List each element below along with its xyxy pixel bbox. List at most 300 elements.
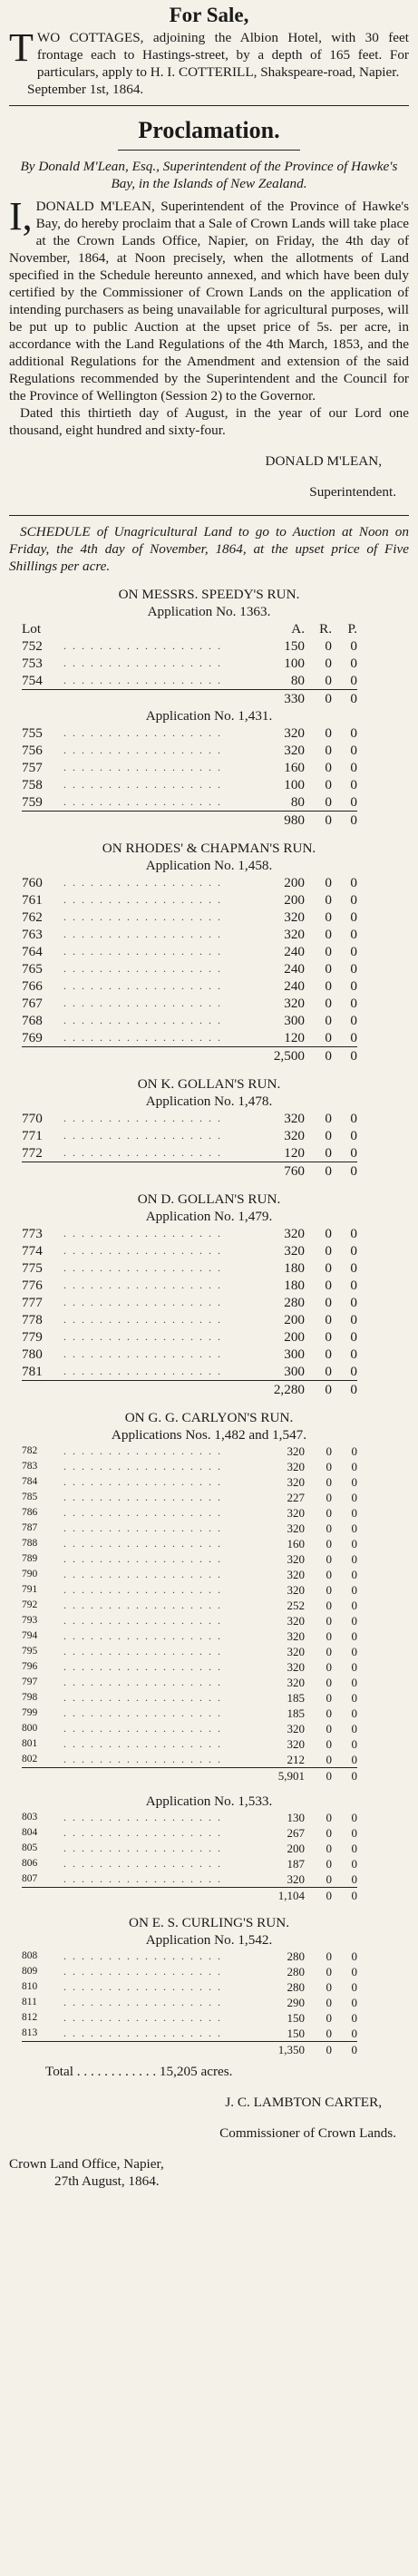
cell-lot: 813	[22, 2027, 38, 2038]
header-cell-a: A.	[291, 620, 305, 637]
cell-p: 0	[350, 742, 357, 758]
cell-lot: 786	[22, 1506, 38, 1518]
lots-table	[22, 620, 357, 707]
cell-a: 320	[287, 1444, 305, 1458]
cell-lot: 801	[22, 1737, 38, 1749]
cell-r: 0	[325, 1277, 332, 1293]
cell-r: 0	[326, 1659, 332, 1674]
table-row	[22, 1736, 357, 1752]
cell-a: 200	[284, 1328, 305, 1345]
cell-a: 80	[290, 793, 305, 810]
cell-a: 212	[287, 1752, 305, 1766]
table-row	[22, 1706, 357, 1721]
table-row	[22, 909, 357, 926]
cell-a: 200	[284, 891, 305, 908]
for-sale-title: For Sale,	[169, 4, 249, 26]
cell-lot: 782	[22, 1444, 38, 1456]
cell-lot: 806	[22, 1857, 38, 1869]
subtotal-row	[22, 1887, 357, 1903]
cell-p: 0	[350, 1277, 357, 1293]
commissioner-name: J. C. LAMBTON CARTER,	[225, 2094, 382, 2110]
cell-a: 320	[287, 1659, 305, 1674]
cell-lot: 781	[22, 1363, 43, 1379]
proclamation-byline: By Donald M'Lean, Esq., Superintendent of the Province of Hawke's Bay, in the Islands of New Zealand.	[20, 159, 398, 191]
subtotal-cell-p: 0	[332, 1380, 357, 1398]
cell-dots: . . . . . . . . . . . . . . . . . .	[63, 1459, 222, 1473]
cell-a: 280	[287, 1979, 305, 1994]
cell-p: 0	[351, 1825, 357, 1840]
table-row	[22, 977, 357, 995]
cell-a: 300	[284, 1346, 305, 1362]
cell-p: 0	[350, 943, 357, 959]
cell-a: 100	[284, 655, 305, 671]
cell-r: 0	[326, 1675, 332, 1689]
subtotal-cell-dots	[63, 1162, 261, 1180]
subtotal-cell-dots	[63, 689, 261, 707]
cell-dots: . . . . . . . . . . . . . . . . . .	[63, 1030, 222, 1044]
cell-p: 0	[351, 1856, 357, 1871]
cell-p: 0	[350, 1012, 357, 1028]
subtotal-cell-r: 0	[305, 811, 332, 829]
cell-p: 0	[351, 1505, 357, 1520]
table-row	[22, 1659, 357, 1675]
run-heading: ON D. GOLLAN'S RUN.	[137, 1191, 281, 1207]
table-row	[22, 1225, 357, 1242]
subtotal-cell-r: 0	[305, 1767, 332, 1784]
cell-lot: 802	[22, 1753, 38, 1764]
cell-r: 0	[326, 1810, 332, 1824]
cell-p: 0	[351, 1964, 357, 1978]
proclamation-signature: DONALD M'LEAN,	[265, 453, 382, 470]
cell-lot: 791	[22, 1583, 38, 1595]
subtotal-cell-a: 1,104	[261, 1887, 305, 1903]
cell-lot: 810	[22, 1980, 38, 1992]
cell-p: 0	[350, 637, 357, 654]
cell-p: 0	[351, 1871, 357, 1886]
table-row	[22, 1277, 357, 1294]
cell-p: 0	[351, 1644, 357, 1658]
cell-a: 320	[287, 1582, 305, 1597]
subtotal-row	[22, 1380, 357, 1398]
cell-r: 0	[326, 1752, 332, 1766]
subtotal-row	[22, 689, 357, 707]
table-row	[22, 1363, 357, 1381]
cell-lot: 778	[22, 1311, 43, 1327]
cell-dots: . . . . . . . . . . . . . . . . . .	[63, 1644, 222, 1657]
table-row	[22, 1294, 357, 1311]
subtotal-row	[22, 1767, 357, 1784]
cell-r: 0	[325, 909, 332, 925]
cell-p: 0	[351, 1490, 357, 1504]
lots-table	[22, 874, 357, 1064]
table-row	[22, 2010, 357, 2026]
cell-dots: . . . . . . . . . . . . . . . . . .	[63, 1312, 222, 1326]
table-row	[22, 1328, 357, 1346]
cell-lot: 780	[22, 1346, 43, 1362]
for-sale-body: TWO COTTAGES, adjoining the Albion Hotel, with 30 feet frontage each to Hastings-street, by a depth of 165 feet. For particulars, apply to H. I. COTTERILL, Shakspeare-road, Napier.	[9, 25, 409, 80]
cell-r: 0	[325, 1029, 332, 1045]
application-heading: Application No. 1363.	[147, 603, 271, 619]
cell-r: 0	[326, 1536, 332, 1550]
cell-dots: . . . . . . . . . . . . . . . . . .	[63, 1505, 222, 1519]
cell-r: 0	[326, 1995, 332, 2009]
cell-lot: 775	[22, 1259, 43, 1276]
table-row	[22, 1346, 357, 1363]
cell-lot: 763	[22, 926, 43, 942]
cell-lot: 766	[22, 977, 43, 994]
cell-p: 0	[351, 1841, 357, 1855]
cell-r: 0	[326, 1825, 332, 1840]
table-row	[22, 891, 357, 909]
cell-p: 0	[351, 1979, 357, 1994]
cell-p: 0	[350, 776, 357, 792]
cell-dots: . . . . . . . . . . . . . . . . . .	[63, 1675, 222, 1688]
cell-r: 0	[325, 637, 332, 654]
cell-r: 0	[325, 1110, 332, 1126]
cell-p: 0	[351, 1659, 357, 1674]
cell-dots: . . . . . . . . . . . . . . . . . .	[63, 961, 222, 975]
cell-dots: . . . . . . . . . . . . . . . . . .	[63, 944, 222, 957]
cell-r: 0	[326, 1613, 332, 1628]
cell-p: 0	[351, 1949, 357, 1963]
cell-a: 200	[287, 1841, 305, 1855]
cell-a: 320	[284, 1127, 305, 1143]
subtotal-cell-dots	[63, 1767, 261, 1784]
cell-dots: . . . . . . . . . . . . . . . . . .	[63, 978, 222, 992]
table-row	[22, 874, 357, 891]
cell-p: 0	[351, 1567, 357, 1581]
subtotal-cell-p: 0	[332, 1162, 357, 1180]
cell-dots: . . . . . . . . . . . . . . . . . .	[63, 1825, 222, 1839]
table-row	[22, 960, 357, 977]
schedule-intro: SCHEDULE of Unagricultural Land to go to Auction at Noon on Friday, the 4th day of November, 1864, at the upset price of Five Shillings per acre.	[9, 523, 409, 574]
lots-table	[22, 1810, 357, 1903]
cell-lot: 798	[22, 1691, 38, 1703]
cell-p: 0	[350, 1294, 357, 1310]
cell-r: 0	[326, 2010, 332, 2025]
subtotal-cell-a: 2,280	[261, 1380, 305, 1398]
cell-r: 0	[326, 1979, 332, 1994]
cell-lot: 762	[22, 909, 43, 925]
cell-lot: 760	[22, 874, 43, 890]
cell-p: 0	[351, 1474, 357, 1489]
cell-p: 0	[350, 977, 357, 994]
cell-lot: 796	[22, 1660, 38, 1672]
table-row	[22, 1598, 357, 1613]
subtotal-cell-dots	[63, 811, 261, 829]
table-row	[22, 1551, 357, 1567]
cell-dots: . . . . . . . . . . . . . . . . . .	[63, 1329, 222, 1343]
subtotal-cell-a: 330	[261, 689, 305, 707]
cell-dots: . . . . . . . . . . . . . . . . . .	[63, 1278, 222, 1291]
cell-a: 240	[284, 960, 305, 977]
table-row	[22, 1964, 357, 1979]
subtotal-cell-p: 0	[332, 1887, 357, 1903]
cell-p: 0	[351, 1521, 357, 1535]
cell-a: 280	[287, 1964, 305, 1978]
cell-r: 0	[325, 1127, 332, 1143]
cell-dots: . . . . . . . . . . . . . . . . . .	[63, 1871, 222, 1885]
cell-a: 280	[284, 1294, 305, 1310]
cell-dots: . . . . . . . . . . . . . . . . . .	[63, 1856, 222, 1870]
cell-lot: 768	[22, 1012, 43, 1028]
table-row	[22, 1536, 357, 1551]
cell-r: 0	[326, 1706, 332, 1720]
cell-p: 0	[350, 793, 357, 810]
cell-r: 0	[325, 891, 332, 908]
table-row	[22, 1505, 357, 1521]
cell-dots: . . . . . . . . . . . . . . . . . .	[63, 1690, 222, 1704]
cell-dots: . . . . . . . . . . . . . . . . . .	[63, 1613, 222, 1627]
table-row	[22, 1825, 357, 1841]
cell-r: 0	[325, 1311, 332, 1327]
cell-a: 227	[287, 1490, 305, 1504]
cell-a: 300	[284, 1012, 305, 1028]
cell-a: 320	[287, 1505, 305, 1520]
subtotal-cell-dots	[63, 1046, 261, 1064]
subtotal-cell-r: 0	[305, 1380, 332, 1398]
cell-p: 0	[351, 1706, 357, 1720]
cell-lot: 754	[22, 672, 43, 688]
cell-dots: . . . . . . . . . . . . . . . . . .	[63, 725, 222, 739]
cell-dots: . . . . . . . . . . . . . . . . . .	[63, 1551, 222, 1565]
cell-p: 0	[350, 995, 357, 1011]
cell-a: 100	[284, 776, 305, 792]
subtotal-cell-r: 0	[305, 1887, 332, 1903]
application-heading: Application No. 1,542.	[145, 1931, 273, 1948]
cell-p: 0	[350, 672, 357, 688]
lots-header-row	[22, 620, 357, 637]
cell-dots: . . . . . . . . . . . . . . . . . .	[63, 1346, 222, 1360]
cell-r: 0	[325, 1225, 332, 1241]
cell-a: 320	[287, 1521, 305, 1535]
table-row	[22, 1311, 357, 1328]
cell-dots: . . . . . . . . . . . . . . . . . .	[63, 656, 222, 669]
lots-table	[22, 1949, 357, 2057]
subtotal-row	[22, 811, 357, 829]
cell-lot: 795	[22, 1645, 38, 1657]
table-row	[22, 926, 357, 943]
cell-dots: . . . . . . . . . . . . . . . . . .	[63, 1536, 222, 1550]
run-heading: ON K. GOLLAN'S RUN.	[137, 1075, 281, 1092]
table-row	[22, 1127, 357, 1144]
cell-dots: . . . . . . . . . . . . . . . . . .	[63, 996, 222, 1009]
cell-dots: . . . . . . . . . . . . . . . . . .	[63, 1295, 222, 1308]
table-row	[22, 2026, 357, 2042]
run-heading: ON MESSRS. SPEEDY'S RUN.	[118, 586, 300, 602]
cell-a: 320	[287, 1736, 305, 1751]
subtotal-row	[22, 2041, 357, 2057]
header-cell-p: P.	[347, 620, 357, 637]
cell-p: 0	[351, 1995, 357, 2009]
cell-p: 0	[351, 1752, 357, 1766]
commissioner-title: Commissioner of Crown Lands.	[219, 2124, 396, 2141]
cell-p: 0	[350, 724, 357, 741]
cell-r: 0	[325, 943, 332, 959]
cell-p: 0	[350, 759, 357, 775]
cell-r: 0	[325, 1363, 332, 1379]
table-row	[22, 1856, 357, 1871]
cell-p: 0	[350, 655, 357, 671]
cell-a: 320	[284, 1242, 305, 1259]
cell-a: 320	[284, 926, 305, 942]
subtotal-cell-lot	[22, 1380, 63, 1398]
cell-dots: . . . . . . . . . . . . . . . . . .	[63, 794, 222, 808]
cell-a: 280	[287, 1949, 305, 1963]
cell-dots: . . . . . . . . . . . . . . . . . .	[63, 777, 222, 791]
cell-lot: 770	[22, 1110, 43, 1126]
subtotal-cell-p: 0	[332, 2041, 357, 2057]
cell-p: 0	[351, 1736, 357, 1751]
cell-lot: 807	[22, 1872, 38, 1884]
subtotal-row	[22, 1046, 357, 1064]
cell-a: 150	[287, 2010, 305, 2025]
cell-dots: . . . . . . . . . . . . . . . . . .	[63, 1841, 222, 1854]
cell-dots: . . . . . . . . . . . . . . . . . .	[63, 1949, 222, 1962]
newspaper-column	[9, 0, 409, 2190]
cell-lot: 772	[22, 1144, 43, 1161]
cell-dots: . . . . . . . . . . . . . . . . . .	[63, 1474, 222, 1488]
table-row	[22, 1490, 357, 1505]
for-sale-drop-cap: T	[9, 25, 34, 70]
cell-a: 320	[284, 1225, 305, 1241]
cell-p: 0	[351, 2010, 357, 2025]
cell-a: 320	[284, 909, 305, 925]
table-row	[22, 1949, 357, 1964]
grand-total: Total . . . . . . . . . . . . 15,205 acres.	[45, 2063, 233, 2079]
subtotal-cell-r: 0	[305, 2041, 332, 2057]
cell-a: 320	[287, 1459, 305, 1473]
cell-r: 0	[325, 1328, 332, 1345]
cell-p: 0	[350, 1311, 357, 1327]
cell-r: 0	[326, 1582, 332, 1597]
cell-lot: 794	[22, 1629, 38, 1641]
cell-r: 0	[326, 1598, 332, 1612]
cell-r: 0	[325, 926, 332, 942]
cell-p: 0	[350, 874, 357, 890]
cell-r: 0	[326, 1644, 332, 1658]
cell-r: 0	[325, 1012, 332, 1028]
table-row	[22, 1144, 357, 1162]
cell-p: 0	[350, 1363, 357, 1379]
cell-lot: 752	[22, 637, 43, 654]
cell-r: 0	[326, 1721, 332, 1735]
cell-r: 0	[325, 874, 332, 890]
cell-p: 0	[350, 1346, 357, 1362]
table-row	[22, 1521, 357, 1536]
subtotal-cell-p: 0	[332, 689, 357, 707]
cell-r: 0	[325, 977, 332, 994]
cell-p: 0	[351, 1613, 357, 1628]
cell-dots: . . . . . . . . . . . . . . . . . .	[63, 1444, 222, 1457]
cell-dots: . . . . . . . . . . . . . . . . . .	[63, 1736, 222, 1750]
cell-lot: 797	[22, 1676, 38, 1687]
cell-p: 0	[351, 1810, 357, 1824]
for-sale-date: September 1st, 1864.	[27, 82, 144, 97]
cell-a: 240	[284, 943, 305, 959]
cell-dots: . . . . . . . . . . . . . . . . . .	[63, 892, 222, 906]
cell-dots: . . . . . . . . . . . . . . . . . .	[63, 875, 222, 889]
subtotal-cell-dots	[63, 2041, 261, 2057]
subtotal-cell-lot	[22, 1162, 63, 1180]
table-row	[22, 1012, 357, 1029]
cell-dots: . . . . . . . . . . . . . . . . . .	[63, 1659, 222, 1673]
table-row	[22, 1721, 357, 1736]
cell-a: 150	[287, 2026, 305, 2040]
schedule-tables	[9, 586, 409, 2057]
table-row	[22, 1675, 357, 1690]
proclamation-signature-title: Superintendent.	[309, 484, 396, 501]
cell-r: 0	[326, 1567, 332, 1581]
cell-a: 320	[287, 1675, 305, 1689]
cell-p: 0	[350, 891, 357, 908]
table-row	[22, 1444, 357, 1459]
cell-lot: 776	[22, 1277, 43, 1293]
cell-p: 0	[350, 1328, 357, 1345]
subtotal-cell-lot	[22, 1887, 63, 1903]
cell-r: 0	[325, 655, 332, 671]
cell-p: 0	[350, 926, 357, 942]
cell-a: 267	[287, 1825, 305, 1840]
cell-lot: 755	[22, 724, 43, 741]
subtotal-cell-dots	[63, 1887, 261, 1903]
table-row	[22, 1752, 357, 1768]
cell-a: 130	[287, 1810, 305, 1824]
table-row	[22, 1029, 357, 1047]
cell-dots: . . . . . . . . . . . . . . . . . .	[63, 1260, 222, 1274]
cell-dots: . . . . . . . . . . . . . . . . . .	[63, 1013, 222, 1026]
cell-p: 0	[350, 1110, 357, 1126]
cell-r: 0	[325, 724, 332, 741]
cell-p: 0	[351, 1690, 357, 1705]
cell-dots: . . . . . . . . . . . . . . . . . .	[63, 760, 222, 773]
cell-a: 320	[287, 1644, 305, 1658]
cell-dots: . . . . . . . . . . . . . . . . . .	[63, 1721, 222, 1735]
cell-lot: 783	[22, 1460, 38, 1472]
cell-dots: . . . . . . . . . . . . . . . . . .	[63, 2010, 222, 2024]
cell-r: 0	[326, 1521, 332, 1535]
cell-lot: 773	[22, 1225, 43, 1241]
subtotal-cell-lot	[22, 2041, 63, 2057]
cell-r: 0	[326, 1444, 332, 1458]
run-heading: ON G. G. CARLYON'S RUN.	[124, 1409, 294, 1425]
application-heading: Applications Nos. 1,482 and 1,547.	[111, 1426, 307, 1443]
proclamation-body: I, DONALD M'LEAN, Superintendent of the Province of Hawke's Bay, do hereby proclaim that a Sale of Crown Lands will take place at the Crown Lands Office, Napier, on Friday, the 4th day of November, 1864, at Noon precisely, when the allotments of Land specified in the Schedule hereunto annexed, and which have been duly certified by the Commissioner of Crown Lands on the application of intending purchasers as being unavailable for agricultural purposes, will be put up to public Auction at the upset price of 5s. per acre, in accordance with the Land Regulations of the 4th March, 1853, and the additional Regulations for the Amendment and extension of the said Regulations recommended by the Superintendent and the Council for the Province of Wellington (Session 2) to the Governor.	[9, 194, 409, 403]
cell-r: 0	[326, 1856, 332, 1871]
cell-r: 0	[325, 1242, 332, 1259]
cell-r: 0	[325, 1144, 332, 1161]
cell-lot: 790	[22, 1568, 38, 1580]
subtotal-cell-p: 0	[332, 1046, 357, 1064]
cell-lot: 759	[22, 793, 43, 810]
cell-a: 320	[287, 1567, 305, 1581]
divider	[9, 515, 409, 516]
table-row	[22, 724, 357, 742]
cell-lot: 812	[22, 2011, 38, 2023]
table-row	[22, 793, 357, 812]
table-row	[22, 1259, 357, 1277]
cell-dots: . . . . . . . . . . . . . . . . . .	[63, 1243, 222, 1257]
cell-p: 0	[350, 909, 357, 925]
cell-p: 0	[350, 1225, 357, 1241]
table-row	[22, 776, 357, 793]
table-row	[22, 995, 357, 1012]
table-row	[22, 1459, 357, 1474]
cell-dots: . . . . . . . . . . . . . . . . . .	[63, 1752, 222, 1765]
cell-lot: 788	[22, 1537, 38, 1549]
cell-a: 185	[287, 1706, 305, 1720]
cell-lot: 789	[22, 1552, 38, 1564]
